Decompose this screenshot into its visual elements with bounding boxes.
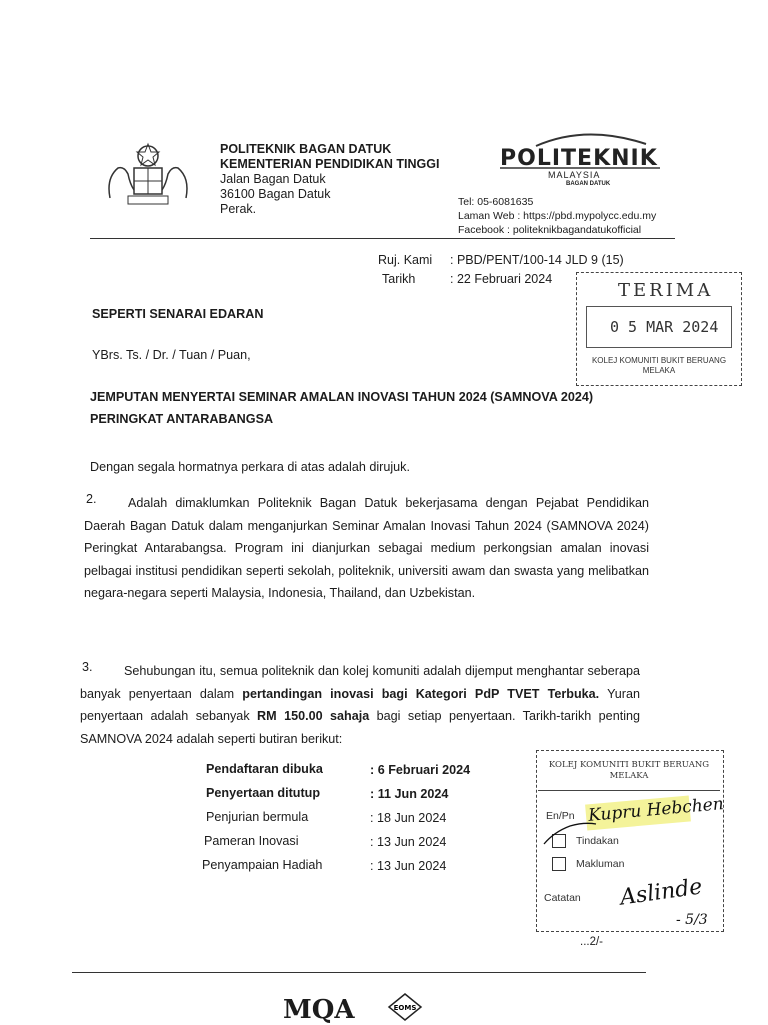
date-value: : 22 Februari 2024 (450, 272, 553, 286)
action-stamp-title: KOLEJ KOMUNITI BUKIT BERUANG MELAKA (548, 760, 710, 781)
date-row-label-4: Pameran Inovasi (204, 834, 299, 848)
action-stamp-divider (538, 790, 720, 791)
paragraph-3-part-c: Yuran penyertaan adalah sebanyak (80, 686, 640, 723)
ministry-name: KEMENTERIAN PENDIDIKAN TINGGI (220, 157, 440, 171)
date-row-label-2: Penyertaan ditutup (206, 786, 321, 800)
tindakan-label: Tindakan (576, 835, 619, 847)
ref-value: : PBD/PENT/100-14 JLD 9 (15) (450, 253, 624, 267)
jata-negara-crest-icon (98, 138, 198, 208)
received-stamp-date: 0 5 MAR 2024 (610, 318, 719, 336)
handwritten-tick-icon (540, 818, 600, 848)
date-row-label-1: Pendaftaran dibuka (206, 762, 323, 776)
signature: Aslinde (618, 874, 704, 911)
received-stamp-footer: KOLEJ KOMUNITI BUKIT BERUANG MELAKA (591, 356, 727, 375)
letterhead-divider (90, 238, 675, 239)
page-continuation-marker: ...2/- (580, 936, 604, 948)
date-row-label-5: Penyampaian Hadiah (202, 858, 323, 872)
politeknik-logo-text: POLITEKNIK (500, 146, 658, 171)
contact-facebook: Facebook : politeknikbagandatukofficial (458, 224, 642, 236)
contact-tel: Tel: 05-6081635 (458, 196, 534, 208)
paragraph-3-fee: RM 150.00 sahaja (257, 709, 370, 723)
paragraph-3-part-e: bagi setiap penyertaan. Tarikh-tarikh penting SAMNOVA 2024 adalah seperti butiran berikut: (80, 709, 640, 746)
date-row-value-4: : 13 Jun 2024 (370, 835, 447, 849)
paragraph-3-number: 3. (82, 660, 93, 674)
eoms-badge-text: EOMS (393, 1004, 417, 1012)
date-row-value-1: : 6 Februari 2024 (370, 763, 471, 777)
address-line-2: 36100 Bagan Datuk (220, 187, 331, 201)
eoms-badge-icon (387, 992, 423, 1022)
date-row-value-2: : 11 Jun 2024 (370, 787, 449, 801)
date-row-value-3: : 18 Jun 2024 (370, 811, 447, 825)
catatan-label: Catatan (544, 892, 581, 904)
handwritten-recipient: Kupru Hebchen (587, 794, 725, 826)
action-stamp-recipient-label: En/Pn (546, 810, 575, 822)
ref-label: Ruj. Kami (378, 253, 433, 267)
address-line-1: Jalan Bagan Datuk (220, 172, 326, 186)
paragraph-2: Adalah dimaklumkan Politeknik Bagan Datuk bekerjasama dengan Pejabat Pendidikan Daerah Bagan Datuk dalam menganjurkan Seminar Amalan Inovasi Tahun 2024 (SAMNOVA 2024) Peringkat Antarabangsa. Program ini dianjurkan sebagai medium perkongsian amalan inovasi pelbagai institusi pendidikan seperti sekolah, politeknik, universiti awam dan swasta yang melibatkan negara-negara seperti Malaysia, Indonesia, Thailand, dan Uzbekistan. (84, 496, 649, 600)
makluman-checkbox (552, 857, 566, 871)
received-stamp-title: TERIMA (618, 280, 714, 301)
signature-date: - 5/3 (676, 912, 708, 928)
paragraph-3-part-a: Sehubungan itu, semua politeknik dan kolej komuniti adalah dijemput menghantar seberapa banyak penyertaan dalam (80, 664, 640, 701)
date-label: Tarikh (382, 272, 416, 286)
politeknik-logo-campus: BAGAN DATUK (566, 181, 611, 187)
footer-divider (72, 972, 646, 973)
paragraph-3-category: pertandingan inovasi bagi Kategori PdP TVET Terbuka. (242, 686, 600, 701)
makluman-label: Makluman (576, 858, 625, 870)
politeknik-logo-country: MALAYSIA (548, 170, 601, 180)
subject-line-2: PERINGKAT ANTARABANGSA (90, 412, 274, 426)
mqa-logo: MQA (283, 995, 355, 1025)
subject-line-1: JEMPUTAN MENYERTAI SEMINAR AMALAN INOVASI TAHUN 2024 (SAMNOVA 2024) (90, 390, 594, 404)
contact-website: Laman Web : https://pbd.mypolycc.edu.my (458, 210, 657, 222)
paragraph-1: Dengan segala hormatnya perkara di atas adalah dirujuk. (90, 460, 410, 474)
institution-name: POLITEKNIK BAGAN DATUK (220, 142, 392, 156)
salutation: YBrs. Ts. / Dr. / Tuan / Puan, (92, 348, 251, 362)
paragraph-3 (80, 660, 640, 750)
date-row-value-5: : 13 Jun 2024 (370, 859, 447, 873)
date-row-label-3: Penjurian bermula (206, 810, 309, 824)
recipient-line: SEPERTI SENARAI EDARAN (92, 307, 264, 321)
address-line-3: Perak. (220, 202, 257, 216)
paragraph-2-number: 2. (86, 492, 97, 506)
